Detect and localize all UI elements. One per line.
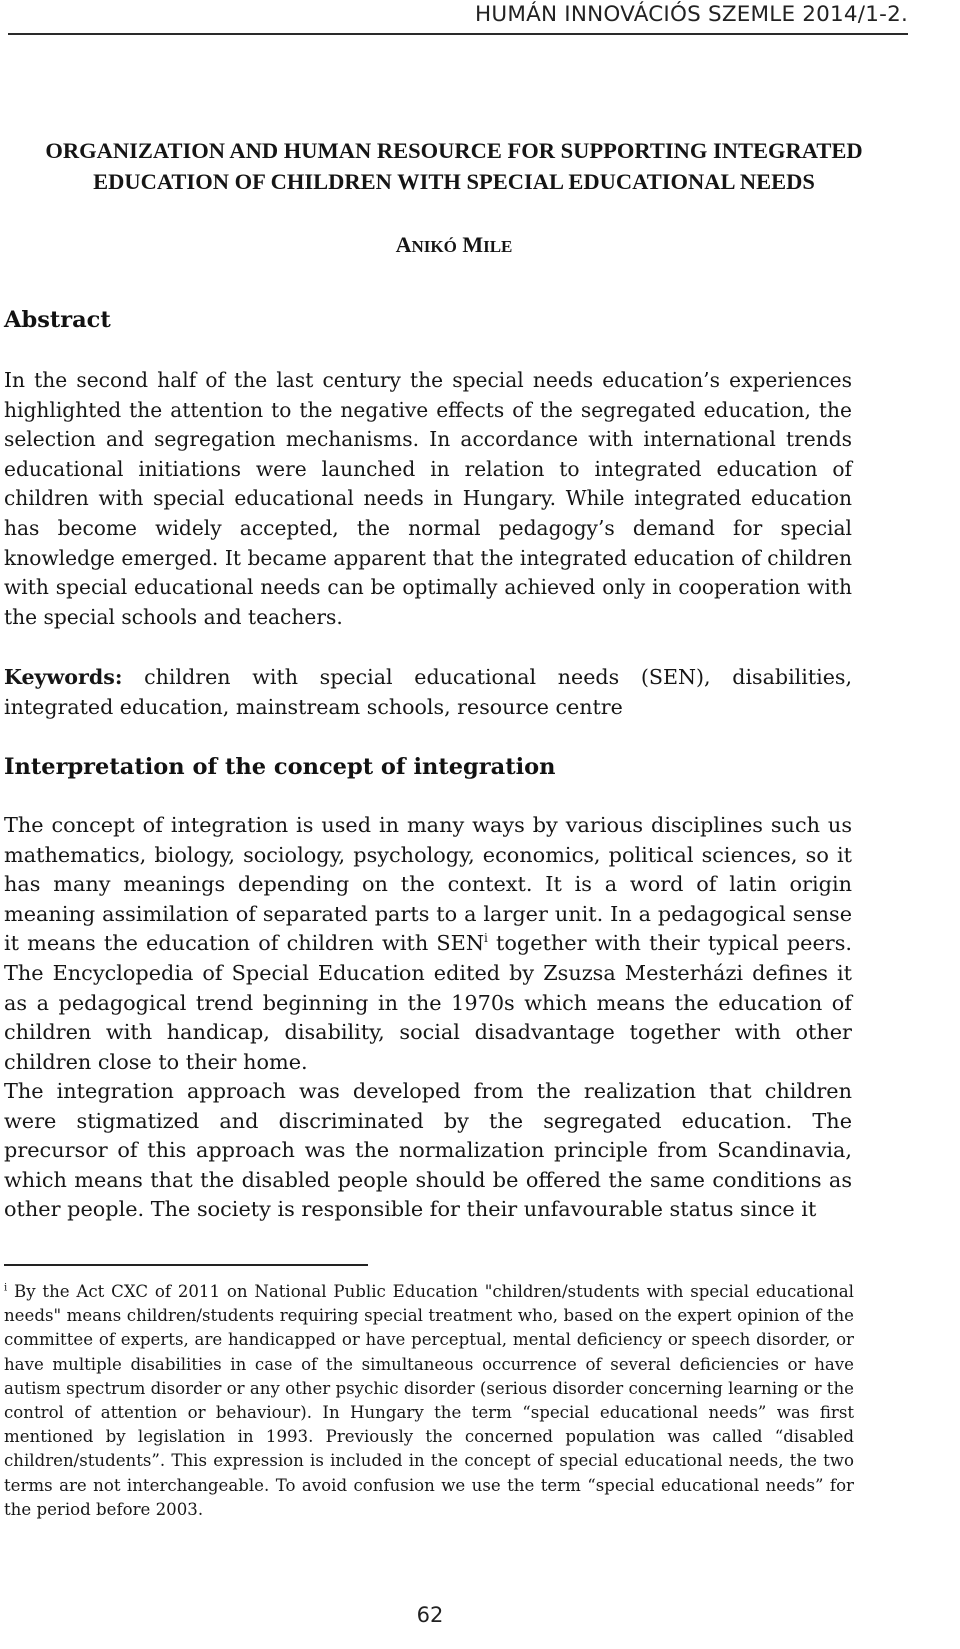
keywords: [4, 663, 852, 722]
footnote-text: By the Act CXC of 2011 on National Public Education "children/students with special educational needs" means children/students requiring special treatment who, based on the expert opinion of the committee of experts, are handicapped or have perceptual, mental deficiency or speech disorder, or have multiple disabilities in case of the simultaneous occurrence of several deficiencies or have autism spectrum disorder or any other psychic disorder (serious disorder concerning learning or the control of attention or behaviour). In Hungary the term “special educational needs” was first mentioned by legislation in 1993. Previously the concerned population was called “disabled children/students”. This expression is included in the concept of special educational needs, the two terms are not interchangeable. To avoid confusion we use the term “special educational needs” for the period before 2003.: [4, 1282, 854, 1519]
author-first-rest: NIKÓ: [411, 237, 457, 256]
body-paragraph-1-part-a: The concept of integration is used in many ways by various disciplines such us mathematics, biology, sociology, psychology, economics, political sciences, so it has many meanings depending on the context. It is a word of latin origin meaning assimilation of separated parts to a larger unit. In a pedagogical sense it means the education of children with SEN: [4, 813, 852, 956]
article-title-line-2: EDUCATION OF CHILDREN WITH SPECIAL EDUCATIONAL NEEDS: [93, 169, 815, 194]
body-paragraph-2: The integration approach was developed from the realization that children were stigmatized and discriminated by the segregated education. The precursor of this approach was the normalization principle from Scandinavia, which means that the disabled people should be offered the same conditions as other people. The society is responsible for their unfavourable status since it: [4, 1079, 852, 1222]
author-last-initial: M: [462, 232, 484, 257]
section-heading: Interpretation of the concept of integration: [4, 754, 556, 780]
author-name: [4, 232, 904, 258]
article-title: [4, 135, 904, 197]
running-header: HUMÁN INNOVÁCIÓS SZEMLE 2014/1-2.: [475, 2, 908, 27]
keywords-label: Keywords:: [4, 665, 123, 689]
author-first-initial: A: [395, 232, 412, 257]
header-rule: [8, 33, 908, 35]
author-last-rest: ILE: [483, 237, 513, 256]
body-paragraph-1: [4, 811, 852, 1077]
page-number: 62: [416, 1603, 444, 1627]
body-paragraph-1-part-b: together with their typical peers. The Encyclopedia of Special Education edited by Zsuzsa Mesterházi defines it as a pedagogical trend beginning in the 1970s which means the education of children with handicap, disability, social disadvantage together with other children close to their home.: [4, 931, 852, 1074]
keywords-text: children with special educational needs (SEN), disabilities, integrated education, mainstream schools, resource centre: [4, 665, 852, 719]
footnote-reference[interactable]: i: [484, 931, 488, 946]
article-title-line-1: ORGANIZATION AND HUMAN RESOURCE FOR SUPPORTING INTEGRATED: [45, 138, 863, 163]
abstract-heading: Abstract: [4, 307, 111, 333]
abstract-text: In the second half of the last century the special needs education’s experiences highlighted the attention to the negative effects of the segregated education, the selection and segregation mechanisms. In accordance with international trends educational initiations were launched in relation to integrated education of children with special educational needs in Hungary. While integrated education has become widely accepted, the normal pedagogy’s demand for special knowledge emerged. It became apparent that the integrated education of children with special educational needs can be optimally achieved only in cooperation with the special schools and teachers.: [4, 368, 852, 629]
footnote-marker: i: [4, 1282, 8, 1294]
footnote: [4, 1280, 854, 1522]
footnote-rule: [4, 1264, 368, 1266]
